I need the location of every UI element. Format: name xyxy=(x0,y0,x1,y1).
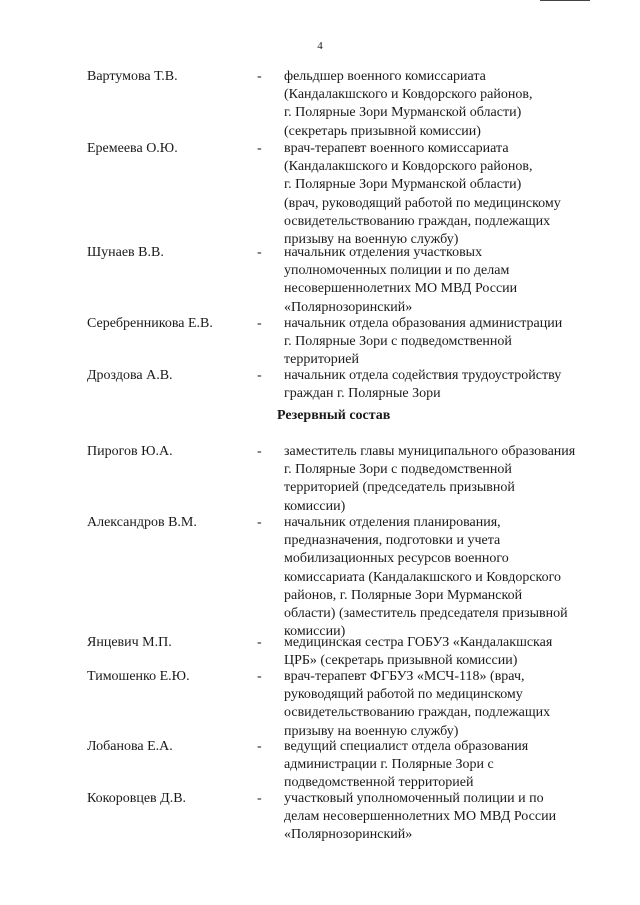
role-line: г. Полярные Зори с подведомственной xyxy=(284,462,512,478)
dash-separator: - xyxy=(257,444,262,459)
role-line: территорией xyxy=(284,352,359,368)
role-line: г. Полярные Зори с подведомственной xyxy=(284,334,512,350)
dash-separator: - xyxy=(257,141,262,156)
role-line: (секретарь призывной комиссии) xyxy=(284,123,481,139)
role-line: «Полярнозоринский» xyxy=(284,299,413,315)
reserve-section-heading: Резервный состав xyxy=(277,408,391,423)
role-line: призыву на военную службу) xyxy=(284,232,459,248)
member-name: Кокоровцев Д.В. xyxy=(87,791,187,806)
role-line: администрации г. Полярные Зори с xyxy=(284,757,494,773)
member-name: Александров В.М. xyxy=(87,515,197,530)
role-line: мобилизационных ресурсов военного xyxy=(284,551,509,567)
role-line: территорией (председатель призывной xyxy=(284,480,515,496)
role-line: начальник отдела образования администрации xyxy=(284,316,563,331)
role-line: призыву на военную службу) xyxy=(284,723,459,739)
member-name: Пирогов Ю.А. xyxy=(87,444,173,459)
role-line: фельдшер военного комиссариата xyxy=(284,69,486,84)
member-role xyxy=(284,140,614,249)
member-role xyxy=(284,668,614,741)
page-number: 4 xyxy=(317,40,323,52)
member-name: Тимошенко Е.Ю. xyxy=(87,669,190,684)
dash-separator: - xyxy=(257,791,262,806)
role-line: комиссии) xyxy=(284,498,346,514)
dash-separator: - xyxy=(257,69,262,84)
member-role xyxy=(284,68,614,141)
role-line: заместитель главы муниципального образования xyxy=(284,444,576,459)
dash-separator: - xyxy=(257,635,262,650)
role-line: «Полярнозоринский» xyxy=(284,827,413,843)
role-line: участковый уполномоченный полиции и по xyxy=(284,791,544,806)
role-line: граждан г. Полярные Зори xyxy=(284,386,441,402)
dash-separator: - xyxy=(257,245,262,260)
role-line: (Кандалакшского и Ковдорского районов, xyxy=(284,87,533,103)
role-line: комиссии) xyxy=(284,624,346,640)
role-line: медицинская сестра ГОБУЗ «Кандалакшская xyxy=(284,635,553,650)
role-line: подведомственной территорией xyxy=(284,775,474,791)
member-name: Шунаев В.В. xyxy=(87,245,164,260)
member-role xyxy=(284,514,614,641)
role-line: ведущий специалист отдела образования xyxy=(284,739,529,754)
dash-separator: - xyxy=(257,669,262,684)
dash-separator: - xyxy=(257,739,262,754)
role-line: области) (заместитель председателя призывной xyxy=(284,606,568,622)
member-role xyxy=(284,315,614,370)
dash-separator: - xyxy=(257,316,262,331)
role-line: г. Полярные Зори Мурманской области) xyxy=(284,105,522,121)
member-name: Янцевич М.П. xyxy=(87,635,172,650)
member-role xyxy=(284,367,614,403)
top-edge-mark xyxy=(540,0,590,1)
role-line: комиссариата (Кандалакшского и Ковдорского xyxy=(284,569,562,585)
member-role xyxy=(284,443,614,516)
role-line: (врач, руководящий работой по медицинскому xyxy=(284,195,561,211)
role-line: делам несовершеннолетних МО МВД России xyxy=(284,809,557,825)
role-line: уполномоченных полиции и по делам xyxy=(284,263,510,279)
role-line: руководящий работой по медицинскому xyxy=(284,687,523,703)
member-name: Лобанова Е.А. xyxy=(87,739,173,754)
role-line: районов, г. Полярные Зори Мурманской xyxy=(284,587,523,603)
role-line: врач-терапевт ФГБУЗ «МСЧ-118» (врач, xyxy=(284,669,525,684)
dash-separator: - xyxy=(257,368,262,383)
member-name: Дроздова А.В. xyxy=(87,368,173,383)
role-line: начальник отделения участковых xyxy=(284,245,483,260)
member-role xyxy=(284,634,614,670)
member-name: Серебренникова Е.В. xyxy=(87,316,213,331)
role-line: (Кандалакшского и Ковдорского районов, xyxy=(284,159,533,175)
role-line: г. Полярные Зори Мурманской области) xyxy=(284,177,522,193)
role-line: начальник отдела содействия трудоустройству xyxy=(284,368,562,383)
role-line: ЦРБ» (секретарь призывной комиссии) xyxy=(284,653,518,669)
role-line: несовершеннолетних МО МВД России xyxy=(284,281,518,297)
member-name: Вартумова Т.В. xyxy=(87,69,178,84)
role-line: врач-терапевт военного комиссариата xyxy=(284,141,509,156)
member-role xyxy=(284,790,614,845)
member-role xyxy=(284,738,614,793)
dash-separator: - xyxy=(257,515,262,530)
member-role xyxy=(284,244,614,317)
role-line: начальник отделения планирования, xyxy=(284,515,501,530)
role-line: предназначения, подготовки и учета xyxy=(284,533,501,549)
role-line: освидетельствованию граждан, подлежащих xyxy=(284,705,551,721)
role-line: освидетельствованию граждан, подлежащих xyxy=(284,213,551,229)
member-name: Еремеева О.Ю. xyxy=(87,141,178,156)
